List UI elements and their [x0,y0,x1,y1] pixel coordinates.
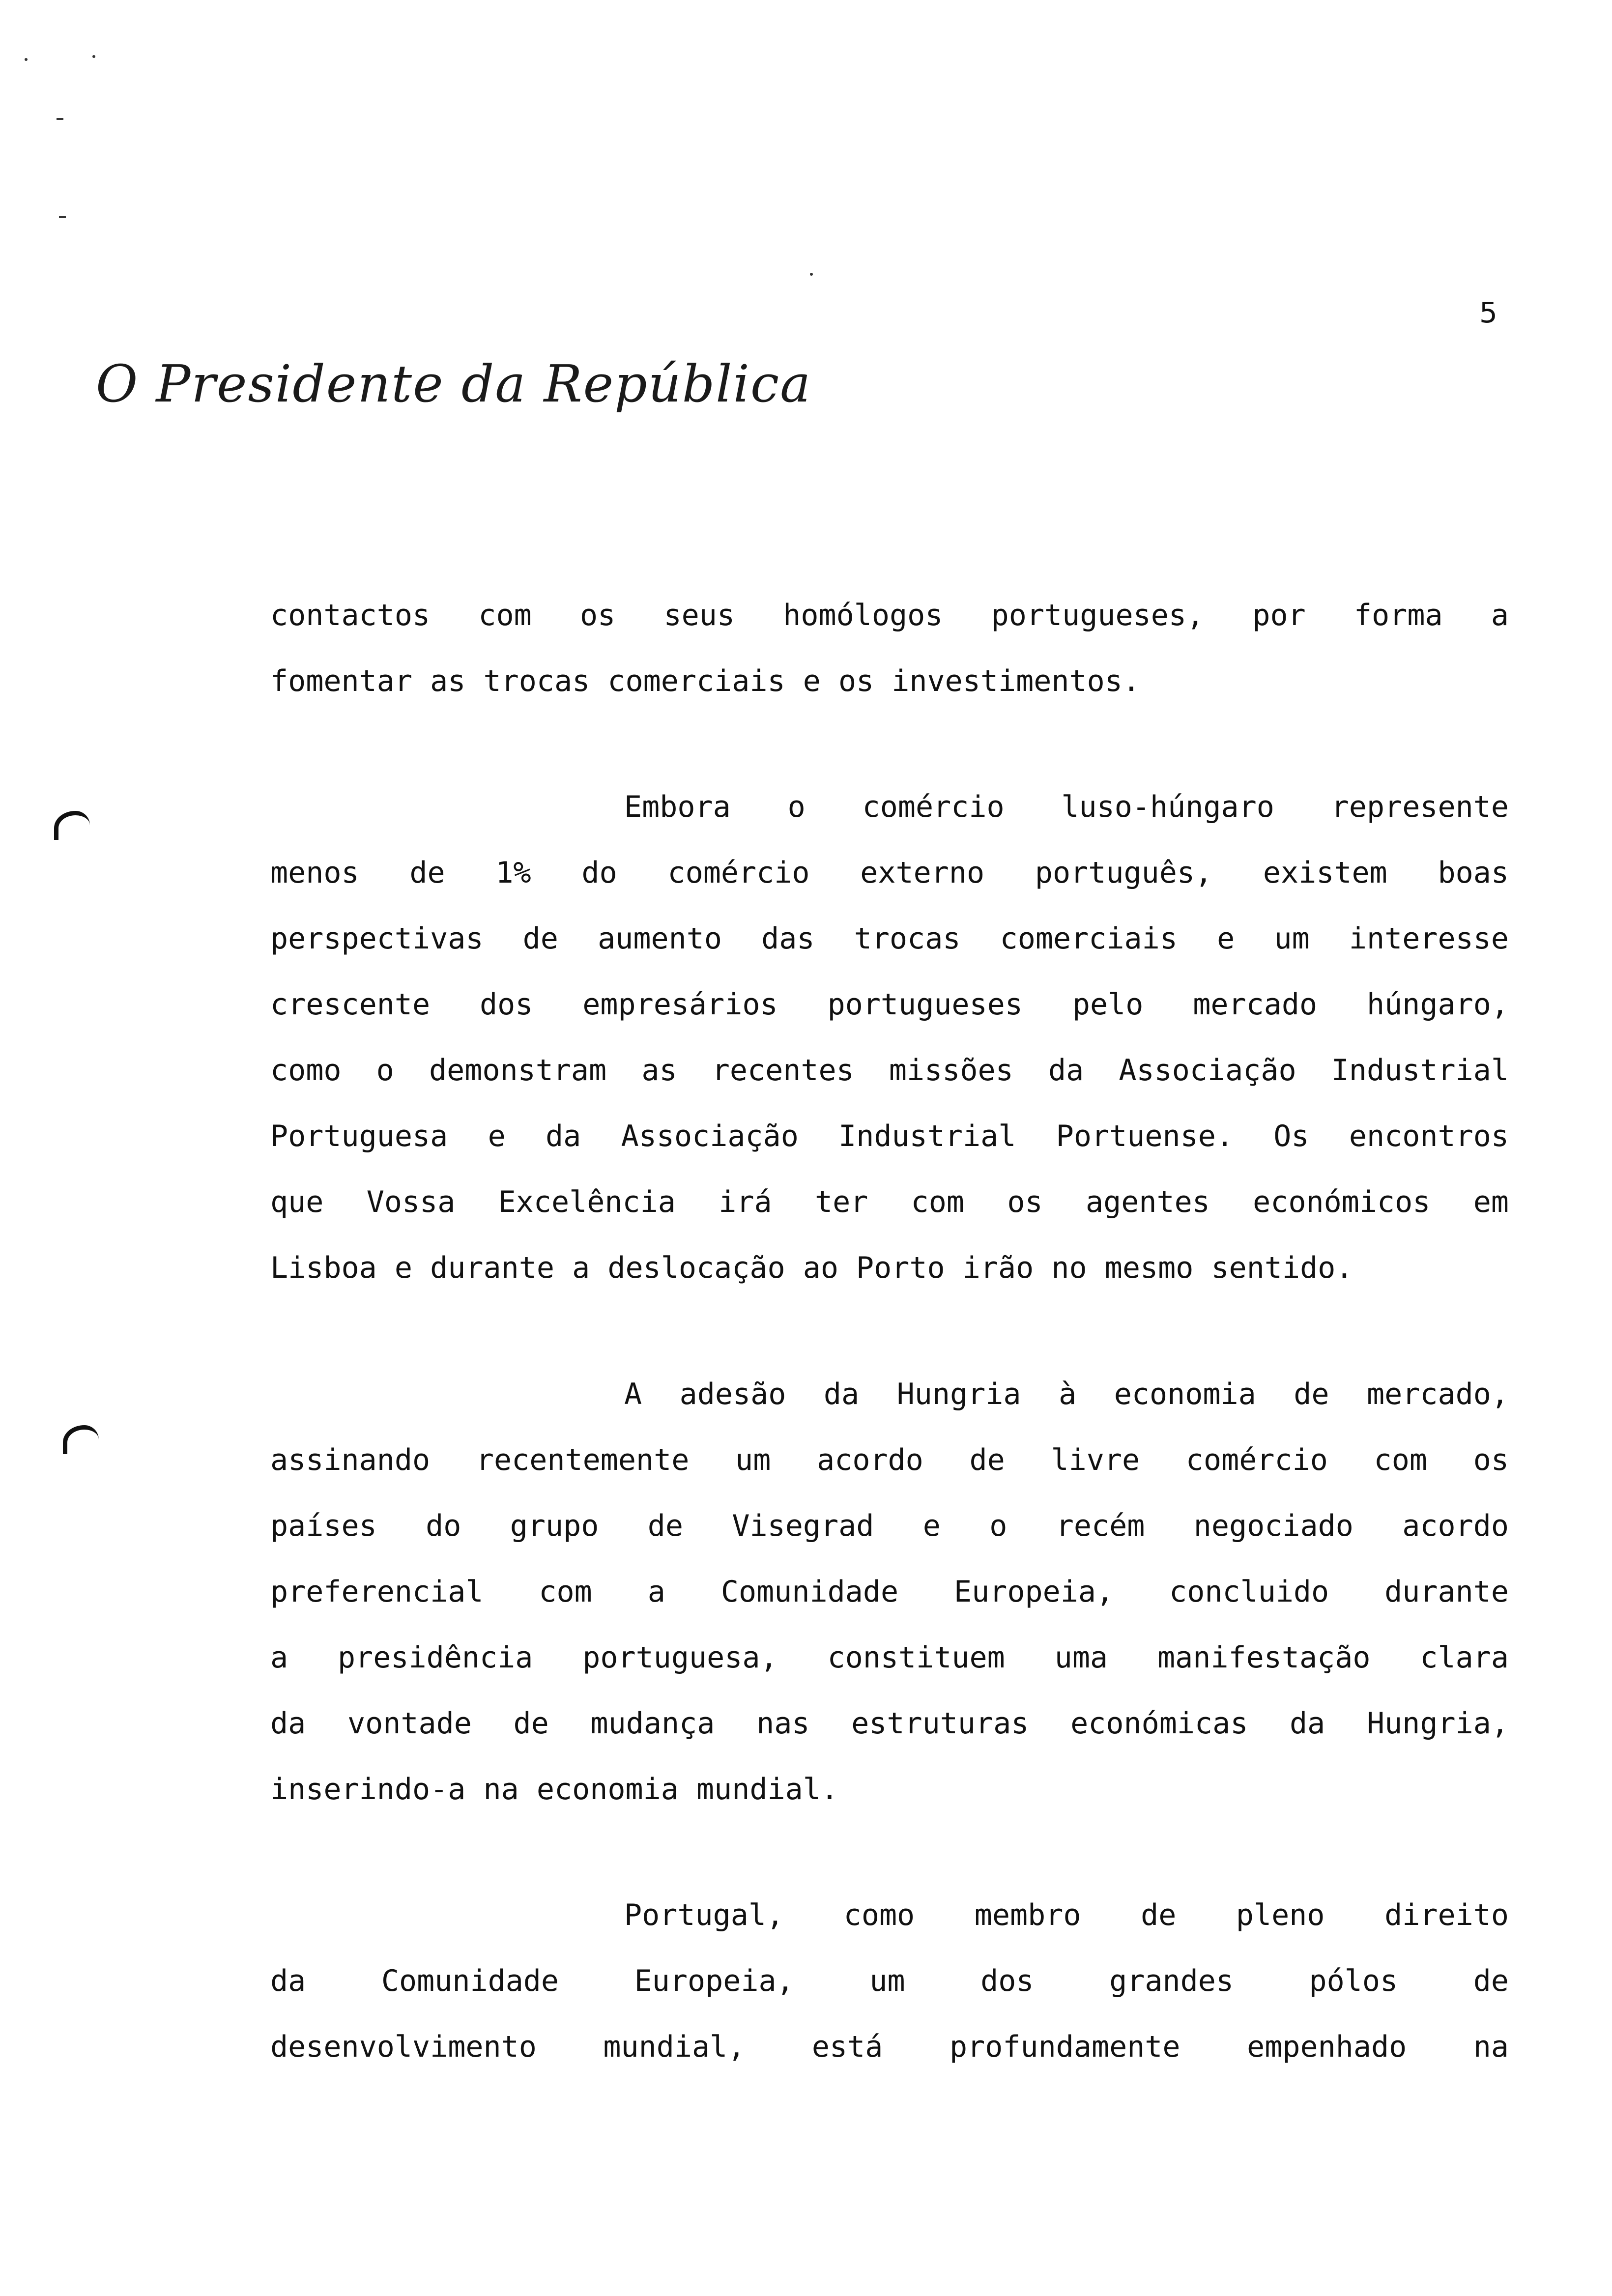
paragraph-1 [270,582,1509,714]
text-line: inserindo-a na economia mundial. [270,1772,838,1807]
letterhead: O Presidente da República [96,354,812,414]
punch-hole-mark [54,811,90,840]
text-line: assinando recentemente um acordo de livre comércio com os [270,1443,1509,1477]
text-line: desenvolvimento mundial, está profundamente empenhado na [270,2030,1509,2064]
scan-speck [25,58,28,61]
text-line: Lisboa e durante a deslocação ao Porto irão no mesmo sentido. [270,1251,1353,1285]
text-line: contactos com os seus homólogos portugueses, por forma a [270,598,1509,632]
text-line: como o demonstram as recentes missões da Associação Industrial [270,1053,1509,1088]
page-number: 5 [1479,296,1497,329]
scan-speck [59,216,66,218]
paragraph-3 [270,1361,1509,1822]
text-line: Embora o comércio luso-húngaro represente [624,790,1509,824]
text-line: da vontade de mudança nas estruturas económicas da Hungria, [270,1706,1509,1741]
text-line: Portugal, como membro de pleno direito [624,1898,1509,1932]
text-line: perspectivas de aumento das trocas comerciais e um interesse [270,921,1509,956]
paragraph-2 [270,774,1509,1301]
text-line: A adesão da Hungria à economia de mercado, [624,1377,1509,1411]
scan-speck [57,118,63,120]
text-line: menos de 1% do comércio externo português, existem boas [270,856,1509,890]
text-line: da Comunidade Europeia, um dos grandes pólos de [270,1964,1509,1998]
text-line: a presidência portuguesa, constituem uma manifestação clara [270,1640,1509,1675]
text-line: fomentar as trocas comerciais e os investimentos. [270,664,1141,698]
text-line: países do grupo de Visegrad e o recém negociado acordo [270,1509,1509,1543]
paragraph-4 [270,1882,1509,2080]
text-line: preferencial com a Comunidade Europeia, concluido durante [270,1575,1509,1609]
scan-speck [92,55,95,58]
scan-speck [810,273,813,276]
text-line: que Vossa Excelência irá ter com os agentes económicos em [270,1185,1509,1219]
text-line: crescente dos empresários portugueses pelo mercado húngaro, [270,987,1509,1022]
text-line: Portuguesa e da Associação Industrial Portuense. Os encontros [270,1119,1509,1153]
punch-hole-mark [63,1425,99,1454]
